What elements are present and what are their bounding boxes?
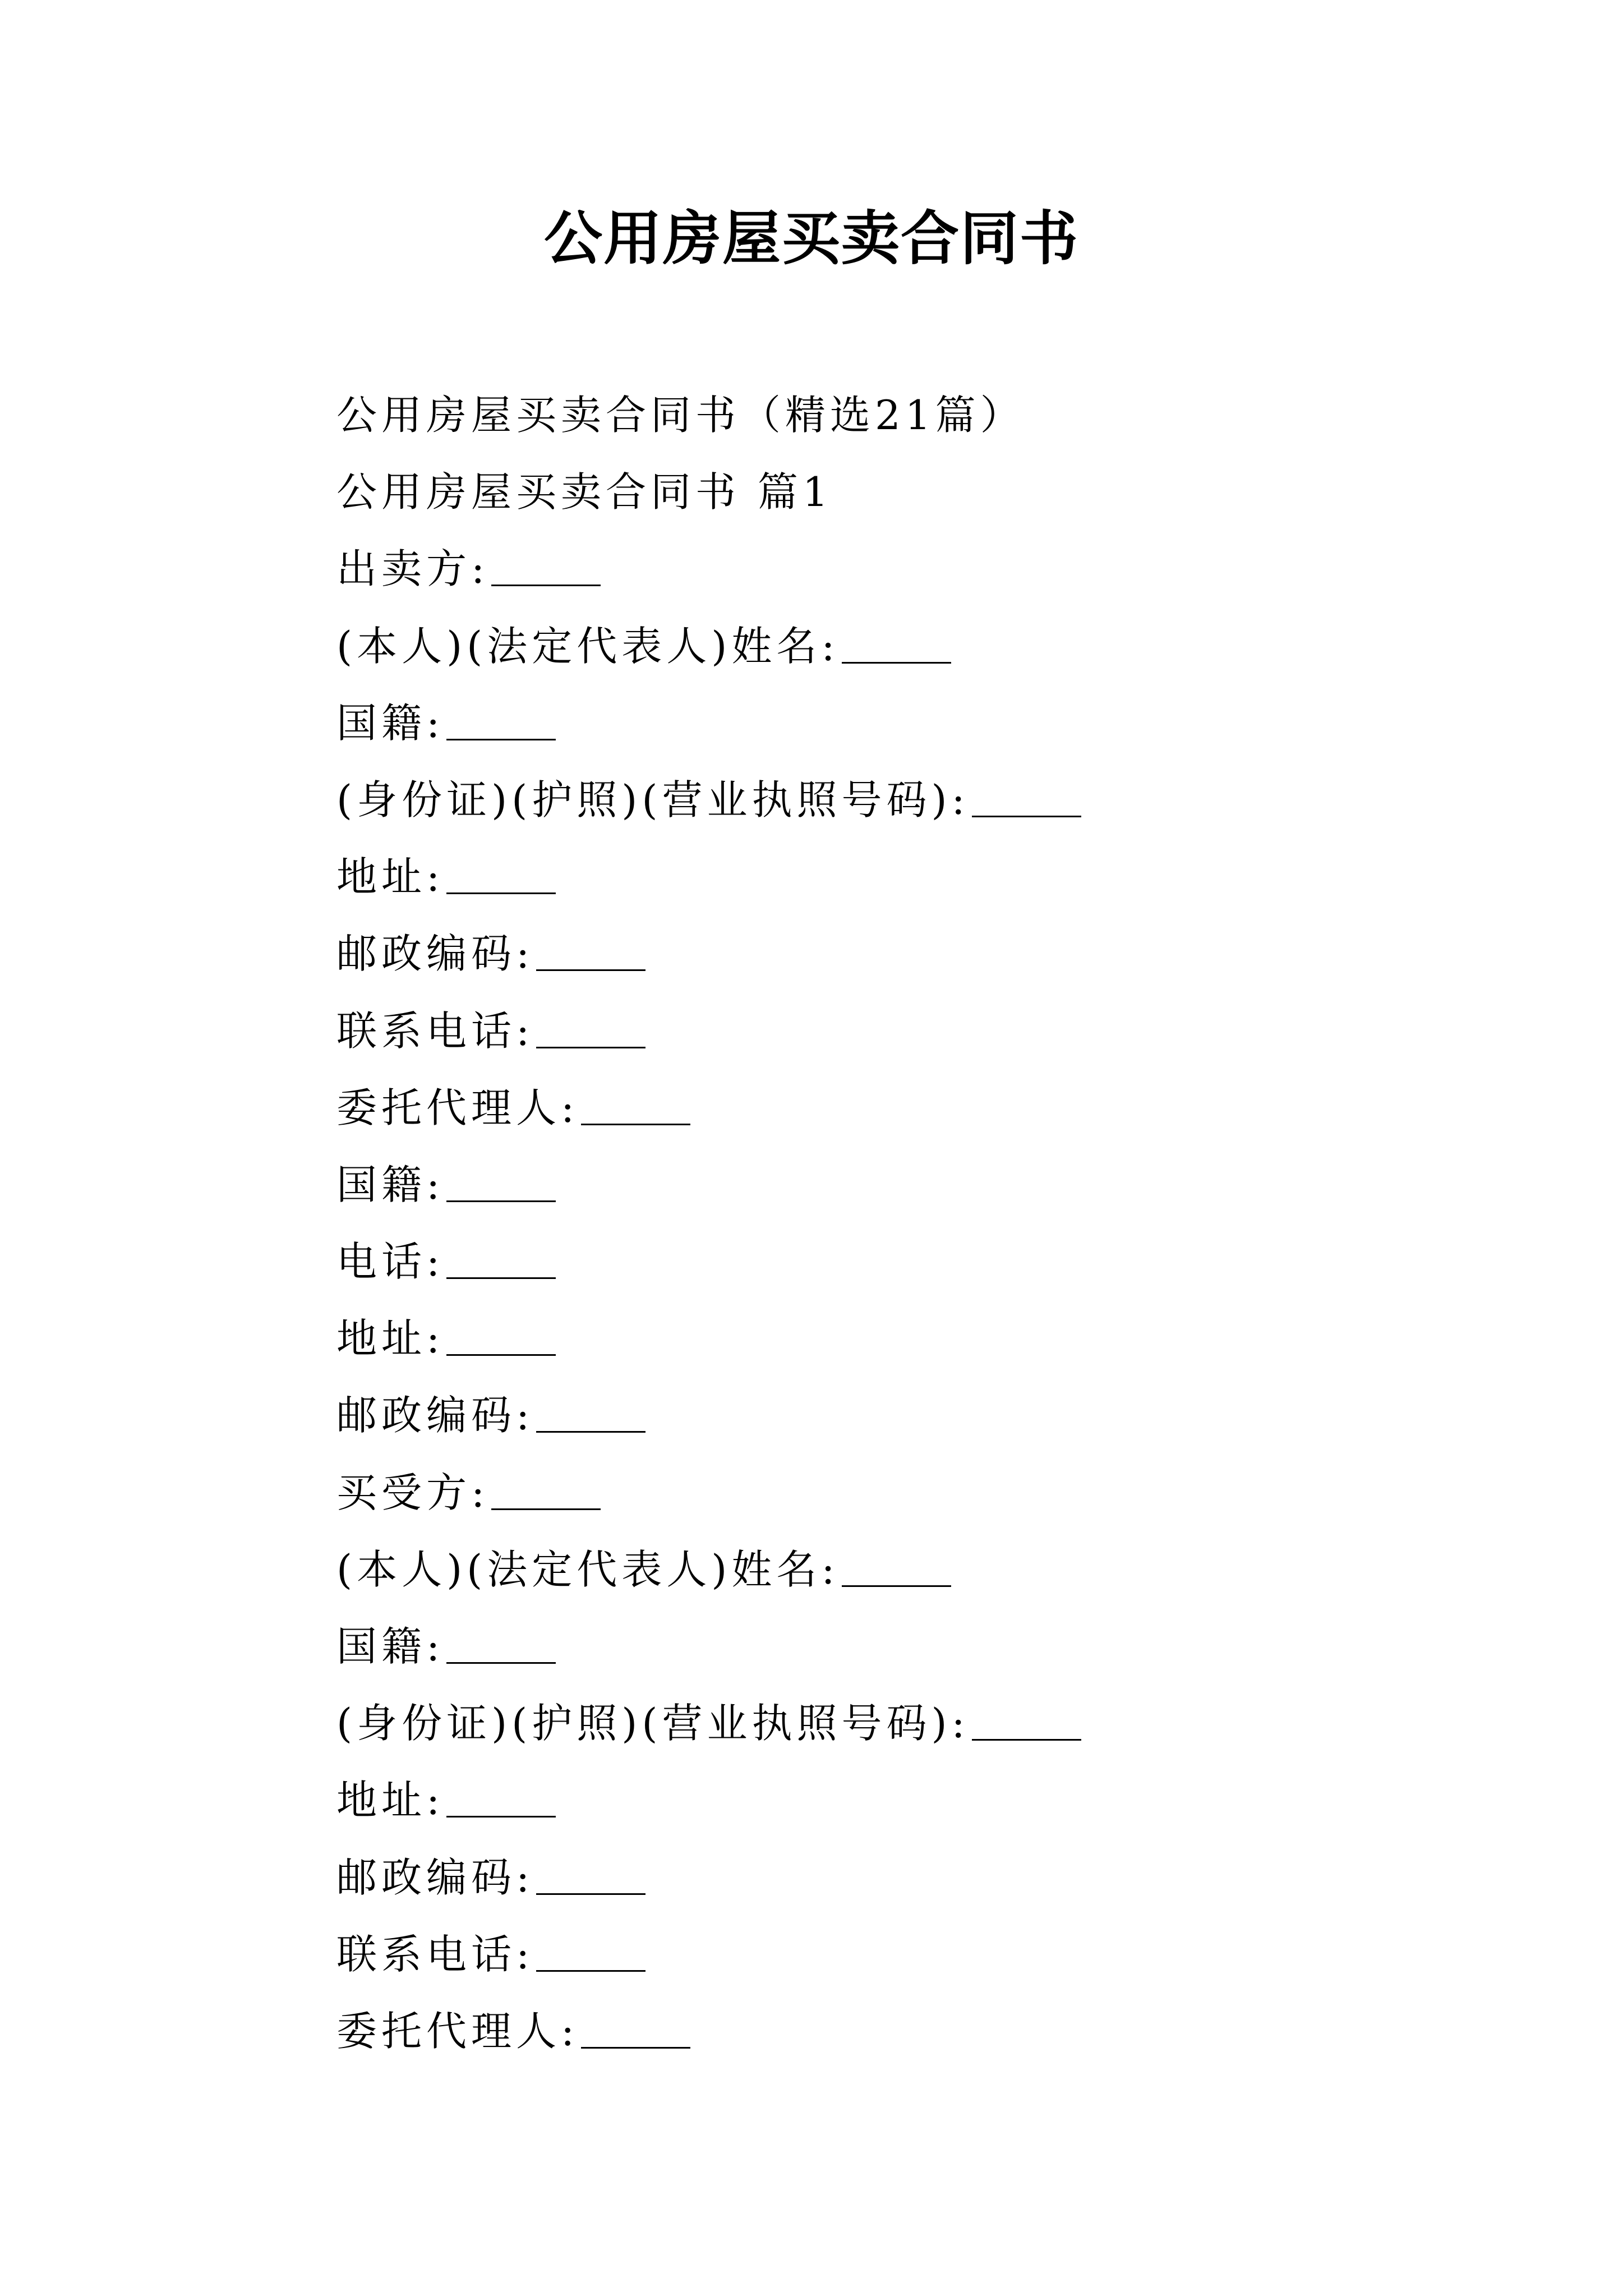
- fill-in-blank: [536, 1853, 645, 1895]
- document-line: [336, 1993, 1514, 2070]
- fill-in-blank: [536, 1006, 645, 1048]
- line-text: 地址:: [336, 853, 445, 901]
- document-line: [336, 1377, 1514, 1454]
- line-text: 电话:: [336, 1238, 445, 1286]
- line-text: 出卖方:: [336, 545, 490, 593]
- document-body: [336, 377, 1514, 2070]
- document-line: [336, 454, 1514, 531]
- document-line: [336, 1531, 1514, 1608]
- fill-in-blank: [446, 698, 556, 740]
- document-line: [336, 608, 1514, 685]
- document-line: [336, 915, 1514, 992]
- line-text: 公用房屋买卖合同书 篇1: [336, 468, 833, 516]
- line-text: 邮政编码:: [336, 930, 534, 978]
- line-text: 国籍:: [336, 699, 445, 747]
- fill-in-blank: [536, 929, 645, 971]
- line-text: 地址:: [336, 1777, 445, 1824]
- document-line: [336, 377, 1514, 454]
- fill-in-blank: [842, 1545, 951, 1587]
- document-line: [336, 762, 1514, 839]
- document-line: [336, 1147, 1514, 1223]
- line-text: 国籍:: [336, 1623, 445, 1670]
- document-line: [336, 1916, 1514, 1993]
- document-line: [336, 993, 1514, 1070]
- document-line: [336, 839, 1514, 915]
- fill-in-blank: [491, 1468, 601, 1510]
- document-line: [336, 1223, 1514, 1300]
- document-line: [336, 1608, 1514, 1685]
- document-line: [336, 1455, 1514, 1531]
- fill-in-blank: [446, 1622, 556, 1664]
- document-line: [336, 1070, 1514, 1147]
- fill-in-blank: [446, 1160, 556, 1202]
- line-text: 联系电话:: [336, 1007, 534, 1055]
- line-text: 买受方:: [336, 1469, 490, 1516]
- fill-in-blank: [446, 1314, 556, 1356]
- fill-in-blank: [446, 1775, 556, 1818]
- document-line: [336, 1300, 1514, 1377]
- line-text: (本人)(法定代表人)姓名:: [336, 1545, 840, 1593]
- line-text: (本人)(法定代表人)姓名:: [336, 622, 840, 670]
- line-text: (身份证)(护照)(营业执照号码):: [336, 1700, 970, 1747]
- line-text: 委托代理人:: [336, 1084, 579, 1131]
- line-text: (身份证)(护照)(营业执照号码):: [336, 776, 970, 823]
- line-text: 地址:: [336, 1315, 445, 1363]
- line-text: 联系电话:: [336, 1930, 534, 1978]
- line-text: 公用房屋买卖合同书（精选21篇）: [336, 392, 1025, 439]
- fill-in-blank: [581, 2007, 690, 2049]
- fill-in-blank: [446, 1237, 556, 1279]
- fill-in-blank: [491, 544, 601, 586]
- line-text: 国籍:: [336, 1161, 445, 1208]
- fill-in-blank: [581, 1083, 690, 1125]
- fill-in-blank: [972, 1699, 1081, 1741]
- line-text: 邮政编码:: [336, 1853, 534, 1901]
- document-line: [336, 1762, 1514, 1839]
- line-text: 邮政编码:: [336, 1392, 534, 1439]
- document-title: 公用房屋买卖合同书: [543, 204, 1079, 273]
- document-line: [336, 685, 1514, 762]
- fill-in-blank: [446, 852, 556, 894]
- fill-in-blank: [536, 1391, 645, 1433]
- line-text: 委托代理人:: [336, 2007, 579, 2055]
- document-line: [336, 531, 1514, 608]
- document-line: [336, 1685, 1514, 1762]
- fill-in-blank: [842, 622, 951, 664]
- document-line: [336, 1839, 1514, 1916]
- fill-in-blank: [972, 775, 1081, 817]
- fill-in-blank: [536, 1930, 645, 1972]
